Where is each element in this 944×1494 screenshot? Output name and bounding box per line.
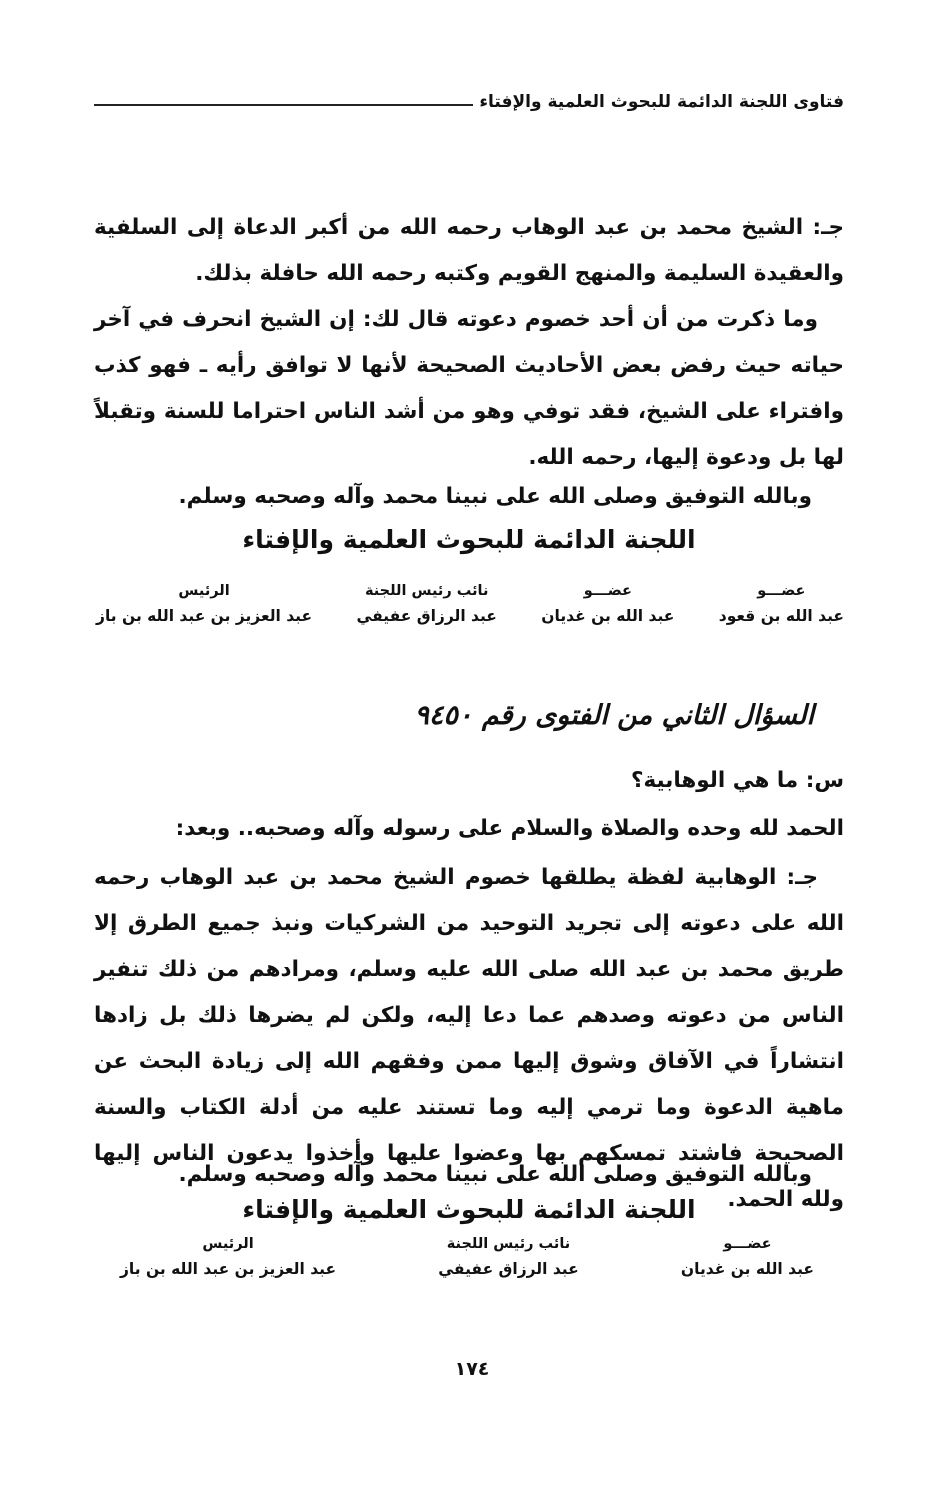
answer1-committee-title: اللجنة الدائمة للبحوث العلمية والإفتاء bbox=[242, 525, 696, 554]
answer1-paragraph-1: جـ: الشيخ محمد بن عبد الوهاب رحمه الله من أكبر الدعاة إلى السلفية والعقيدة السليمة والمنهج القويم وكتبه رحمه الله حافلة بذلك. bbox=[94, 215, 844, 286]
signatory-president bbox=[719, 580, 844, 630]
page-number: ١٧٤ bbox=[454, 1358, 490, 1380]
signatory-name: عبد الله بن قعود bbox=[718, 607, 844, 625]
answer1-paragraph-2: وما ذكرت من أن أحد خصوم دعوته قال لك: إن الشيخ انحرف في آخر حياته حيث رفض بعض الأحاديث الصحيحة لأنها لا توافق رأيه ـ فهو كذب وافتراء على الشيخ، فقد توفي وهو من أشد الناس احتراما للسنة وتقبلاً لها بل ودعوة إليها، رحمه الله. bbox=[94, 307, 844, 470]
signatory-role: نائب رئيس اللجنة bbox=[364, 583, 489, 599]
signatory-member bbox=[96, 580, 312, 630]
signatory-vice-president bbox=[438, 1233, 578, 1283]
signatory-name: عبد الرزاق عفيفي bbox=[356, 607, 497, 625]
answer1-closing: وبالله التوفيق وصلى الله على نبينا محمد وآله وصحبه وسلم. bbox=[178, 484, 812, 509]
signatory-role: الرئيس bbox=[202, 1236, 254, 1252]
signatory-role: عضـــو bbox=[757, 583, 806, 599]
signatory-role: عضـــو bbox=[583, 583, 632, 599]
question2-committee-title: اللجنة الدائمة للبحوث العلمية والإفتاء bbox=[242, 1195, 696, 1224]
signatory-name: عبد العزيز بن عبد الله بن باز bbox=[120, 1260, 337, 1278]
signatory-member bbox=[681, 1233, 814, 1283]
signatory-president bbox=[120, 1233, 336, 1283]
signatory-vice-president bbox=[356, 580, 496, 630]
answer1-signatures bbox=[96, 580, 844, 630]
signatory-role: الرئيس bbox=[178, 583, 230, 599]
signatory-name: عبد الرزاق عفيفي bbox=[438, 1260, 579, 1278]
signatory-name: عبد الله بن غديان bbox=[680, 1260, 814, 1278]
signatory-member bbox=[541, 580, 674, 630]
question2-opening: الحمد لله وحده والصلاة والسلام على رسوله وآله وصحبه.. وبعد: bbox=[175, 816, 844, 841]
header-rule bbox=[94, 104, 473, 106]
question2-signatures bbox=[120, 1233, 814, 1283]
signatory-role: نائب رئيس اللجنة bbox=[446, 1236, 571, 1252]
question2-title: السؤال الثاني من الفتوى رقم ٩٤٥٠ bbox=[414, 700, 814, 731]
running-title: فتاوى اللجنة الدائمة للبحوث العلمية والإفتاء bbox=[479, 92, 844, 112]
signatory-role: عضـــو bbox=[723, 1236, 772, 1252]
signatory-name: عبد الله بن غديان bbox=[541, 607, 675, 625]
running-header bbox=[94, 92, 844, 112]
question2-answer: جـ: الوهابية لفظة يطلقها خصوم الشيخ محمد بن عبد الوهاب رحمه الله على دعوته إلى تجريد التوحيد من الشركيات ونبذ جميع الطرق إلا طريق محمد بن عبد الله صلى الله عليه وسلم، ومرادهم من ذلك تنفير الناس من دعوته وصدهم عما دعا إليه، ولكن لم يضرها ذلك بل زادها انتشاراً في الآفاق وشوق إليها ممن وفقهم الله إلى زيادة البحث عن ماهية الدعوة وما ترمي إليه وما تستند عليه من أدلة الكتاب والسنة الصحيحة فاشتد تمسكهم بها وعضوا عليها وأخذوا يدعون الناس إليها ولله الحمد. bbox=[94, 865, 844, 1212]
signatory-name: عبد العزيز بن عبد الله بن باز bbox=[96, 607, 313, 625]
question2-question: س: ما هي الوهابية؟ bbox=[630, 768, 844, 793]
question2-closing: وبالله التوفيق وصلى الله على نبينا محمد وآله وصحبه وسلم. bbox=[178, 1162, 812, 1187]
